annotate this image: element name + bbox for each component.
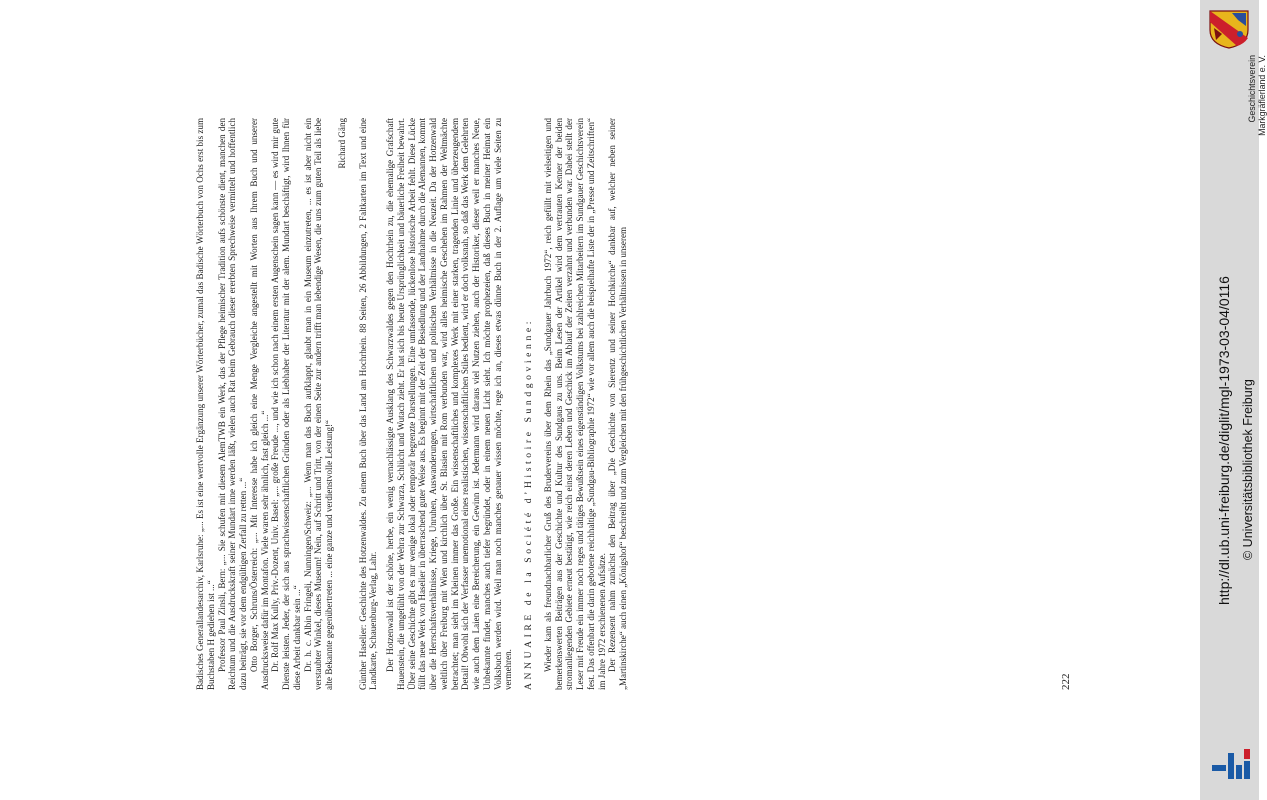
book-entry: Günther Haselier: Geschichte des Hotzenwaldes. Zu einem Buch über das Land am Hochrhein. 88 Seiten, 26 Abbildungen, 2 Faltkarten im Text und eine Landkarte, Schauenburg-Verlag, Lahr. [357,118,379,690]
ub-freiburg-logo-icon [1208,747,1254,783]
society-line: Geschichtsverein [1247,55,1257,123]
page-number: 222 [1060,673,1072,690]
quote-paragraph: Badisches Generallandesarchiv, Karlsruhe: „... Es ist eine wertvolle Ergänzung unserer Wörterbücher, zumal das Badische Wörterbuch von Ochs erst bis zum Buchstaben H gediehen ist ...“ [195,118,216,690]
source-url-link[interactable]: http://dl.ub.uni-freiburg.de/diglit/mgl-1973-03-04/0116 [1216,276,1232,605]
quote-paragraph: Dr. Rolf Max Kully, Priv.-Dozent, Univ. Basel: „... große Freude ..., und wie ich schon nach einem ersten Augenschein sagen kann — es wird mir gute Dienste leisten. Jeder, der sich aus sprachwissenschaftlichen Gründen oder als Liebhaber der Literatur mit der alem. Mundart beschäftigt, wird Ihnen für diese Arbeit dankbar sein ...“ [270,118,302,690]
annuaire-paragraph: Wieder kam als freundnachbarlicher Gruß des Brudervereins über dem Rhein das „Sundgauer Jahrbuch 1972“, reich gefüllt mit vielseitigen und bemerkenswerten Beiträgen aus der Geschichte und Kultur des Sundgaus zu uns. Beim Lesen der Artikel wird dem vertrauten Kenner der beiden stromanliegenden Gebiete erneut bestätigt, wie reich einst deren Leben und Geschick im Ablauf der Zeiten verzahnt und verbunden war. Dabei stellt der Leser mit Freude ein immer noch reges und tätiges Bewußtsein eines eigenständigen Volkstums bei zahlreichen Mitarbeitern im Sundgauer Geschichtsverein fest. Das offenbart die darin gebotene reichhaltige „Sundgau-Bibliographie 1972“ wie vor allem auch die beispielhafte Liste der in „Presse und Zeitschriften“ im Jahre 1972 erschienenen Aufsätze. [542,118,607,690]
quote-paragraph: Professor Paul Zinsli, Bern: „... Sie schufen mit diesem AlemTWB ein Werk, das der Pflege heimischer Tradition aufs schönste dient, manchen den Reichtum und die Ausdruckskraft seiner Mundart inne werden läßt, vielen auch Rat beim Gebrauch dieser ererbten Sprechweise vermittelt und hoffentlich dazu beiträgt, sie vor dem endgültigen Zerfall zu retten ...“ [216,118,248,690]
copyright-notice: © Universitätsbibliothek Freiburg [1241,379,1255,560]
quote-paragraph: Otto Borger, Schruns/Österreich: „... Mit Interesse habe ich gleich eine Menge Vergleiche angestellt mit Worten aus Ihrem Buch und unserer Ausdrucksweise dafür im Montafon. Viele waren sehr ähnlich, fast gleich ...“ [248,118,270,690]
annuaire-paragraph: Der Rezensent nahm zunächst den Beitrag über „Die Geschichte von Sierentz und seiner Hochkirche“ dankbar auf, welcher neben seiner „Martinskirche“ auch einen „Königshof“ beschreibt und zum Vergleichen mit den frühgeschichtlichen Verhältnissen in unserem [607,118,628,690]
society-line: Markgräflerland e. V. [1257,55,1267,136]
annuaire-heading: ANNUAIRE de la Société d’Histoire Sundgovienne: [523,318,534,690]
quote-paragraph: Dr. h. c. Albin Fringeli, Nunningen/Schweiz: „... Wenn man das Buch aufklappt, glaubt man in ein Museum einzutreten, ... es ist aber nicht ein verstaubter Winkel, dieses Museum! Nein, auf Schritt und Tritt, von der einen Seite zur andern trifft man lebendige Wesen, die uns zum guten Teil als liebe alte Bekannte gegenübertreten ... eine ganze und verdienstvolle Leistung!“ [302,118,334,690]
page-body-text [195,118,1055,690]
coat-of-arms-icon [1206,8,1252,50]
book-review-paragraph: Der Hotzenwald ist der schöne, herbe, ein wenig vernachlässigte Ausklang des Schwarzwaldes gegen den Hochrhein zu, die ehemalige Grafschaft Hauenstein, die umgefühlt von der Wehra zur Schwarza, Schlücht und Wutach zieht. Er hat sich bis heute Ursprünglichkeit und bäuerliche Freiheit bewahrt. Über seine Geschichte gibt es nur wenige lokal oder temporär begrenzte Darstellungen. Eine umfassende, lückenlose historische Arbeit fehlt. Diese Lücke füllt das neue Werk von Haselier in überraschend guter Weise aus. Es beginnt mit der Zeit der Besiedlung und der Landnahme durch die Alemannen, kommt über die Herrschaftsverhältnisse, Kriege, Unruhen, Auswanderungen, wirtschaftlichen und politischen Verhältnisse in die Neuzeit. Da der Hotzenwald weltlich über Freiburg mit Wien und kirchlich über St. Blasien mit Rom verbunden war, wird alles heimische Geschehen im Rahmen der Weltmächte betrachtet; man sieht im Kleinen immer das Große. Ein wissenschaftliches und komplexes Werk mit einer starken, tragenden Linie und überzeugendem Detail! Obwohl sich der Verfasser unemotional eines realistischen, wissenschaftlichen Stiles bedient, wird er doch volksnah, so daß das Werk dem Gelehrten wie auch dem Laien eine Bereicherung, ein Gewinn ist. Jedermann wird daraus viel Nutzen ziehen, auch der Historiker, dieser weil er manches Neue, Unbekannte findet, manches auch tiefer begründet, oder in einem neuen Licht sieht. Ich möchte prophezeien, daß dieses Buch in meiner Heimat ein Volksbuch werden wird. Weil man noch manches genauer wissen möchte, rege ich an, dieses etwas dünne Buch in der 2. Auflage um viele Seiten zu vermehren. [385,118,514,690]
society-name [1247,55,1267,215]
review-signature: Richard Gäng [336,118,347,169]
rotated-page-content [100,80,1100,720]
